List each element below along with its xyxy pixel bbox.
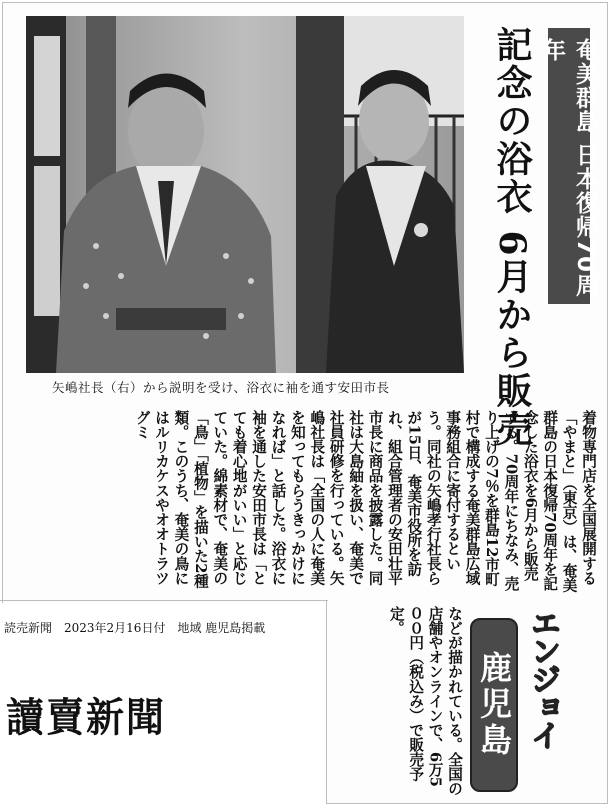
kicker-box — [470, 618, 518, 792]
headline: 記念の浴衣 6月から販売 — [491, 26, 533, 448]
article-body: 着物専門店を全国展開する「やまと」（東京）は、奄美群島の日本復帰70周年を記念した浴衣を6月から販売する。70周年にちなみ、売り上げの7％を群島12市町村で構成する奄美群島広域事務組合に寄付するという。同社の矢嶋孝行社長らが15日、奄美市役所を訪れ、組合管理者の安田壮平市長に商品を披露した。同社は大島紬を扱い、奄美で社員研修を行っている。矢嶋社長は「全国の人に奄美を知ってもらうきっかけになれば」と話した。浴衣に袖を通した安田市長は「とても着心地がいい」と応じていた。綿素材で、奄美の「鳥」「植物」を描いた2種類。このうち、奄美の鳥にはルリカケスやオオトラツグミ — [133, 410, 597, 593]
clipping-divider — [0, 600, 328, 601]
news-photo — [26, 16, 464, 373]
subtitle-text: 奄美群島 日本復帰70周年 — [539, 38, 598, 298]
kicker-side-text: エンジョイ — [525, 608, 560, 748]
regional-kicker — [462, 608, 560, 788]
article-body-continued: などが描かれている。全国の店舗やオンラインで、6万5００円（税込み）で販売予定。 — [387, 606, 463, 796]
subtitle-banner — [539, 28, 598, 304]
source-line: 読売新聞 2023年2月16日付 地域 鹿児島掲載 — [4, 621, 266, 635]
newspaper-logo: 讀賣新聞 — [6, 693, 167, 741]
kicker-label: 鹿児島 — [475, 651, 513, 759]
photo-caption: 矢嶋社長（右）から説明を受け、浴衣に袖を通す安田市長 — [52, 380, 390, 395]
